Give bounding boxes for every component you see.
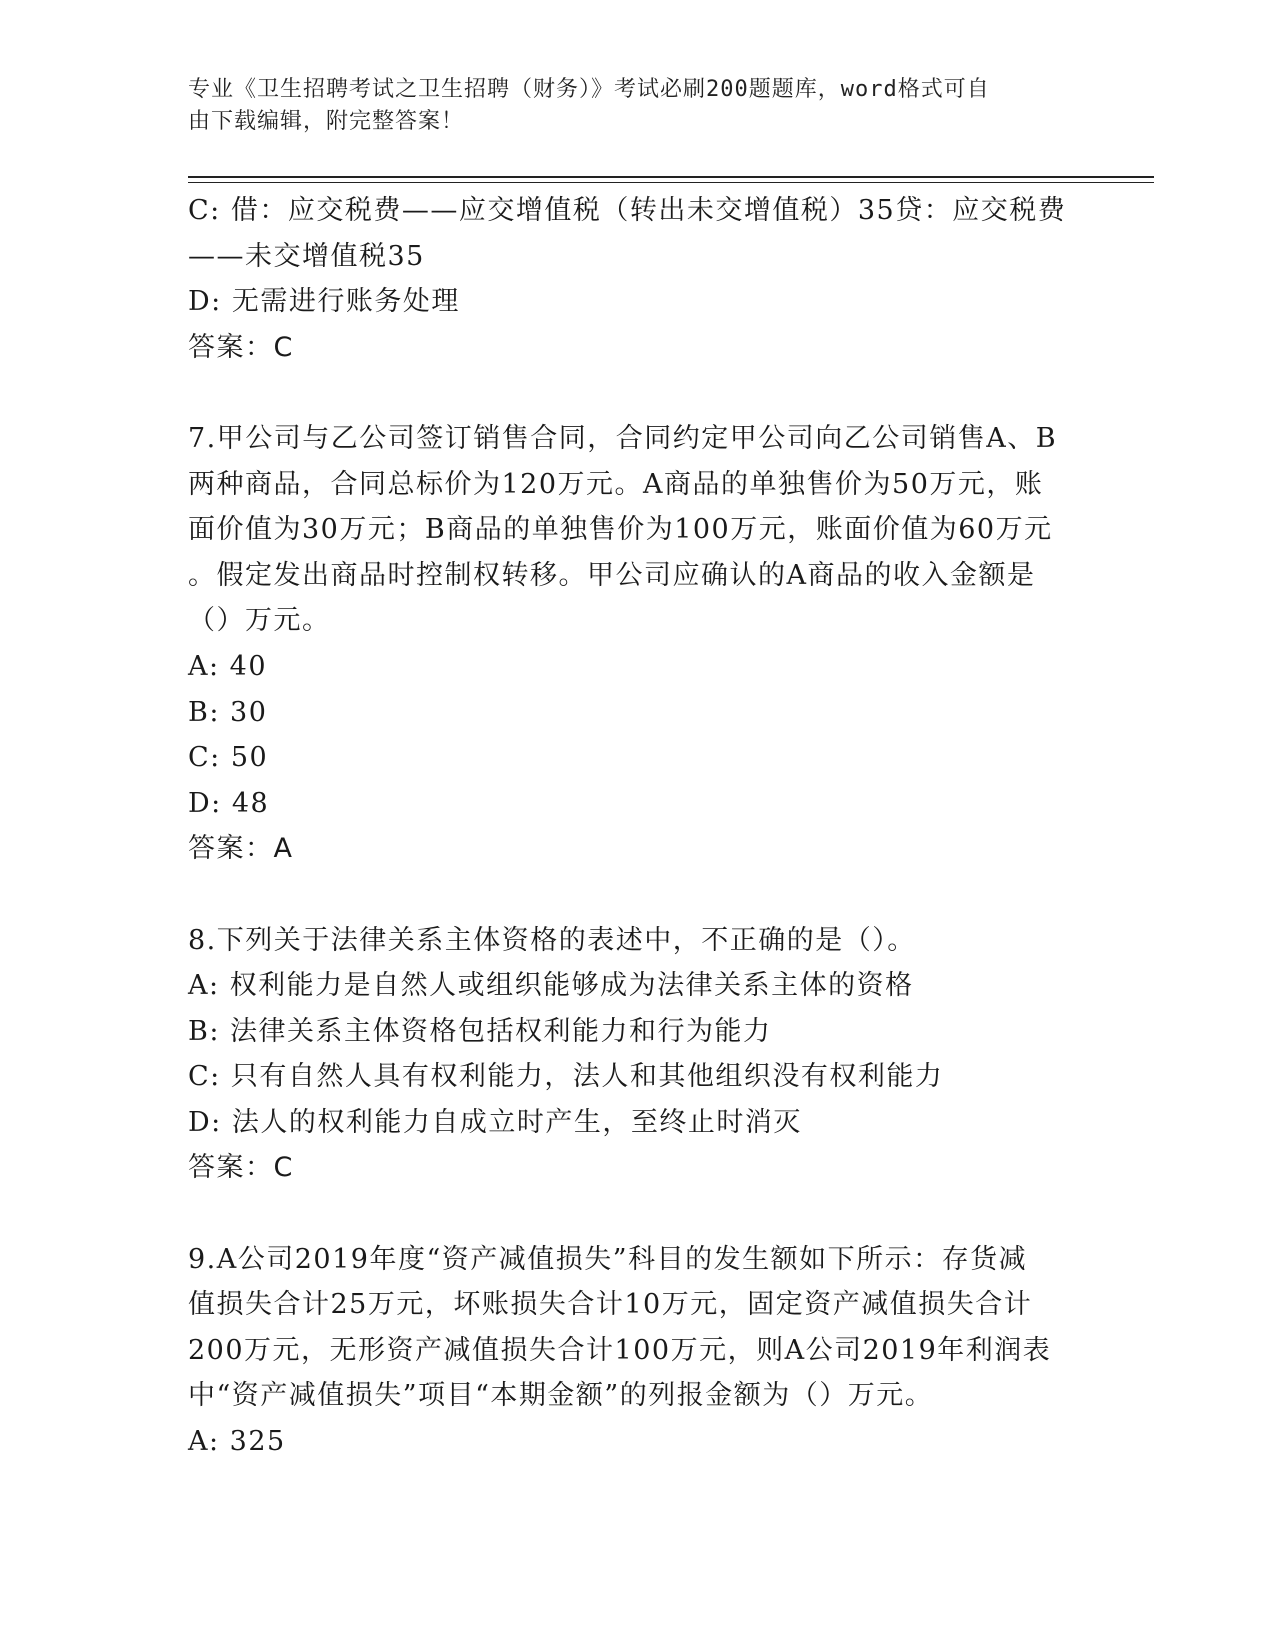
option-a: A: 40 [188, 650, 268, 682]
spacer [188, 872, 1088, 918]
option-d: D: 48 [188, 787, 270, 819]
option-a: A: 325 [188, 1426, 286, 1458]
question-text: （）万元。 [188, 605, 331, 637]
question-9 [188, 1237, 1088, 1465]
question-text: 面价值为30万元；B商品的单独售价为100万元，账面价值为60万元 [188, 514, 1053, 546]
option-b: B: 法律关系主体资格包括权利能力和行为能力 [188, 1015, 772, 1047]
question-text: 值损失合计25万元，坏账损失合计10万元，固定资产减值损失合计 [188, 1289, 1033, 1321]
option-d: D: 无需进行账务处理 [188, 286, 460, 318]
header-line: 专业《卫生招聘考试之卫生招聘（财务）》考试必刷200题题库，word格式可自 [188, 77, 990, 102]
question-6-tail [188, 188, 1088, 370]
spacer [188, 370, 1088, 416]
answer-line: 答案：C [188, 1152, 294, 1184]
question-8 [188, 918, 1088, 1192]
question-7 [188, 416, 1088, 872]
header-divider [188, 182, 1154, 183]
option-c: C: 借：应交税费——应交增值税（转出未交增值税）35贷：应交税费 [188, 195, 1067, 226]
question-text: 。假定发出商品时控制权转移。甲公司应确认的A商品的收入金额是 [188, 559, 1036, 591]
question-list [188, 188, 1088, 1465]
page-header [188, 74, 1088, 138]
option-c: C: 只有自然人具有权利能力，法人和其他组织没有权利能力 [188, 1061, 944, 1093]
header-divider [188, 176, 1154, 178]
question-text: 9.A公司2019年度“资产减值损失”科目的发生额如下所示：存货减 [188, 1243, 1028, 1275]
option-c-continued: ——未交增值税35 [188, 240, 425, 272]
answer-line: 答案：C [188, 331, 294, 363]
question-text: 200万元，无形资产减值损失合计100万元，则A公司2019年利润表 [188, 1334, 1052, 1366]
question-text: 中“资产减值损失”项目“本期金额”的列报金额为（）万元。 [188, 1380, 934, 1412]
spacer [188, 1191, 1088, 1237]
answer-line: 答案：A [188, 833, 294, 865]
question-text: 两种商品，合同总标价为120万元。A商品的单独售价为50万元，账 [188, 468, 1044, 500]
question-text: 8.下列关于法律关系主体资格的表述中，不正确的是（）。 [188, 924, 916, 956]
option-a: A: 权利能力是自然人或组织能够成为法律关系主体的资格 [188, 970, 914, 1002]
question-text: 7.甲公司与乙公司签订销售合同，合同约定甲公司向乙公司销售A、B [188, 422, 1058, 454]
option-c: C: 50 [188, 742, 269, 774]
option-d: D: 法人的权利能力自成立时产生，至终止时消灭 [188, 1106, 802, 1138]
header-line: 由下载编辑，附完整答案！ [188, 109, 465, 134]
option-b: B: 30 [188, 696, 268, 728]
